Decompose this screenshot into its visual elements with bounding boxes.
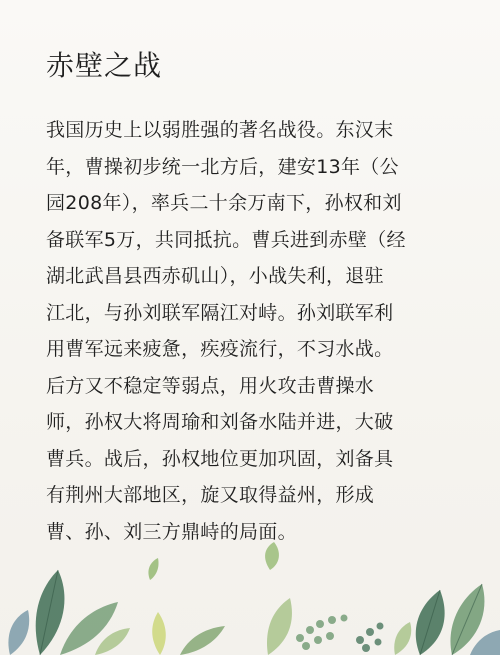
page-title: 赤壁之战: [46, 49, 163, 82]
paragraph-line: 有荆州大部地区，旋又取得益州，形成: [46, 484, 375, 506]
leaf-icon: [265, 542, 279, 570]
paragraph-line: 曹、孙、刘三方鼎峙的局面。: [46, 520, 297, 543]
leaf-icon: [95, 628, 130, 655]
paragraph-line: 用曹军远来疲惫，疾疫流行，不习水战。: [46, 338, 394, 360]
paragraph-line: 师，孙权大将周瑜和刘备水陆并进，大破: [46, 411, 394, 433]
leaf-icon: [394, 622, 411, 655]
leaf-icon: [36, 570, 65, 655]
article-body: [46, 112, 456, 550]
leaf-icon: [267, 598, 292, 655]
leaf-icon: [148, 558, 158, 580]
paragraph-line: 后方又不稳定等弱点，用火攻击曹操水: [46, 374, 375, 397]
leaf-icon: [152, 612, 166, 655]
leaf-decoration: [0, 540, 500, 655]
paragraph-line: 我国历史上以弱胜强的著名战役。东汉末: [46, 119, 394, 141]
paragraph-line: 曹兵。战后，孙权地位更加巩固，刘备具: [46, 447, 394, 470]
paragraph-line: 年，曹操初步统一北方后，建安13年（公: [46, 155, 399, 178]
paragraph-line: 湖北武昌县西赤矶山），小战失利，退驻: [46, 265, 384, 287]
paragraph-line: 备联军5万，共同抵抗。曹兵进到赤壁（经: [46, 228, 406, 251]
paragraph-line: 江北，与孙刘联军隔江对峙。孙刘联军利: [46, 301, 394, 324]
leaf-icon: [180, 626, 225, 655]
paragraph-line: 园208年），率兵二十余万南下，孙权和刘: [46, 192, 402, 214]
leaf-icon: [8, 610, 29, 655]
